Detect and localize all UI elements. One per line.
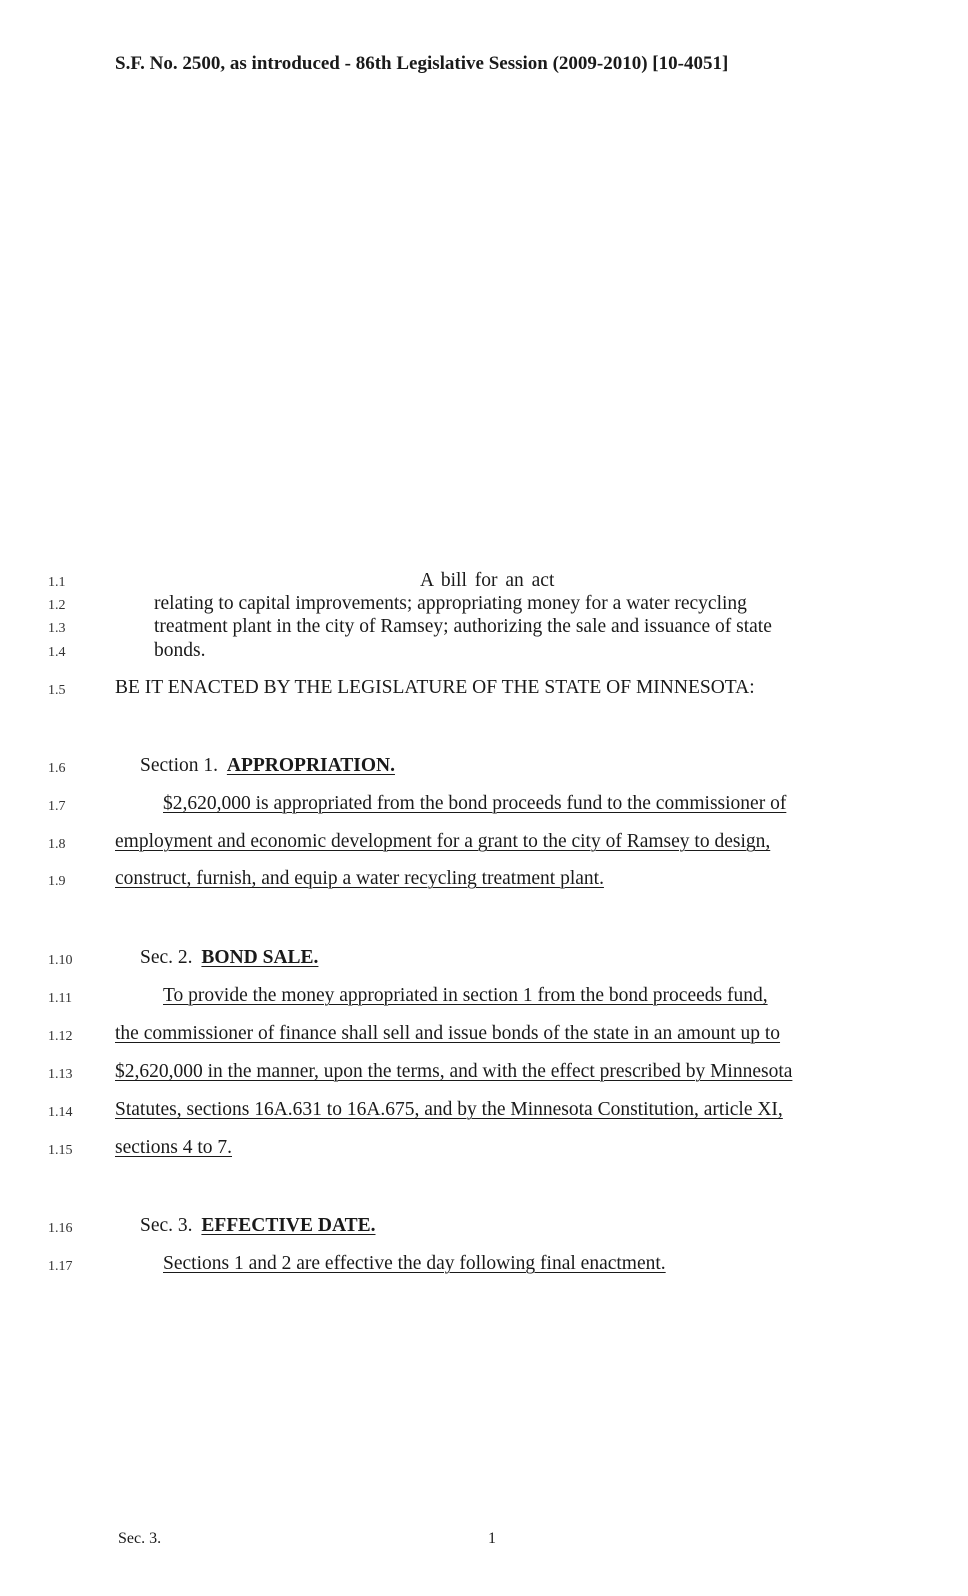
document-header: S.F. No. 2500, as introduced - 86th Legislative Session (2009-2010) [10-4051] [115,53,729,74]
section-2-text: To provide the money appropriated in section 1 from the bond proceeds fund, [163,985,768,1006]
section-2-title: BOND SALE. [201,947,319,968]
page-number: 1 [488,1530,496,1547]
section-1-heading [140,755,395,777]
line-number: 1.12 [48,1029,73,1044]
footer-section: Sec. 3. [118,1530,162,1547]
section-1-text: employment and economic development for a grant to the city of Ramsey to design, [115,831,771,852]
line-number: 1.2 [48,598,66,613]
section-1-title: APPROPRIATION. [226,755,395,776]
section-3-text: Sections 1 and 2 are effective the day following final enactment. [163,1253,666,1274]
line-number: 1.7 [48,799,66,814]
section-3-heading [140,1215,376,1237]
line-number: 1.16 [48,1221,73,1236]
line-number: 1.15 [48,1143,73,1158]
section-2-text: sections 4 to 7. [115,1137,232,1158]
line-number: 1.5 [48,683,66,698]
line-number: 1.13 [48,1067,73,1082]
line-number: 1.6 [48,761,66,776]
section-1-text: construct, furnish, and equip a water recycling treatment plant. [115,868,604,889]
section-3-title: EFFECTIVE DATE. [201,1215,376,1236]
section-2-text: the commissioner of finance shall sell and issue bonds of the state in an amount up to [115,1023,781,1044]
line-number: 1.9 [48,874,66,889]
bill-description-line: treatment plant in the city of Ramsey; authorizing the sale and issuance of state [154,616,772,637]
line-number: 1.1 [48,575,66,590]
bill-description-line: relating to capital improvements; appropriating money for a water recycling [154,593,747,614]
line-number: 1.3 [48,621,66,636]
line-number: 1.17 [48,1259,73,1274]
bill-title: A bill for an act [420,570,555,591]
line-number: 1.10 [48,953,73,968]
enacting-clause: BE IT ENACTED BY THE LEGISLATURE OF THE STATE OF MINNESOTA: [115,677,755,698]
section-1-text: $2,620,000 is appropriated from the bond proceeds fund to the commissioner of [163,793,787,814]
section-3-label: Sec. 3. [140,1215,193,1236]
line-number: 1.8 [48,837,66,852]
section-2-text: Statutes, sections 16A.631 to 16A.675, and by the Minnesota Constitution, article XI, [115,1099,783,1120]
section-2-label: Sec. 2. [140,947,193,968]
line-number: 1.11 [48,991,72,1006]
bill-description-line: bonds. [154,640,206,661]
section-2-heading [140,947,318,969]
section-2-text: $2,620,000 in the manner, upon the terms, and with the effect prescribed by Minnesota [115,1061,793,1082]
line-number: 1.14 [48,1105,73,1120]
section-1-label: Section 1. [140,755,218,776]
line-number: 1.4 [48,645,66,660]
